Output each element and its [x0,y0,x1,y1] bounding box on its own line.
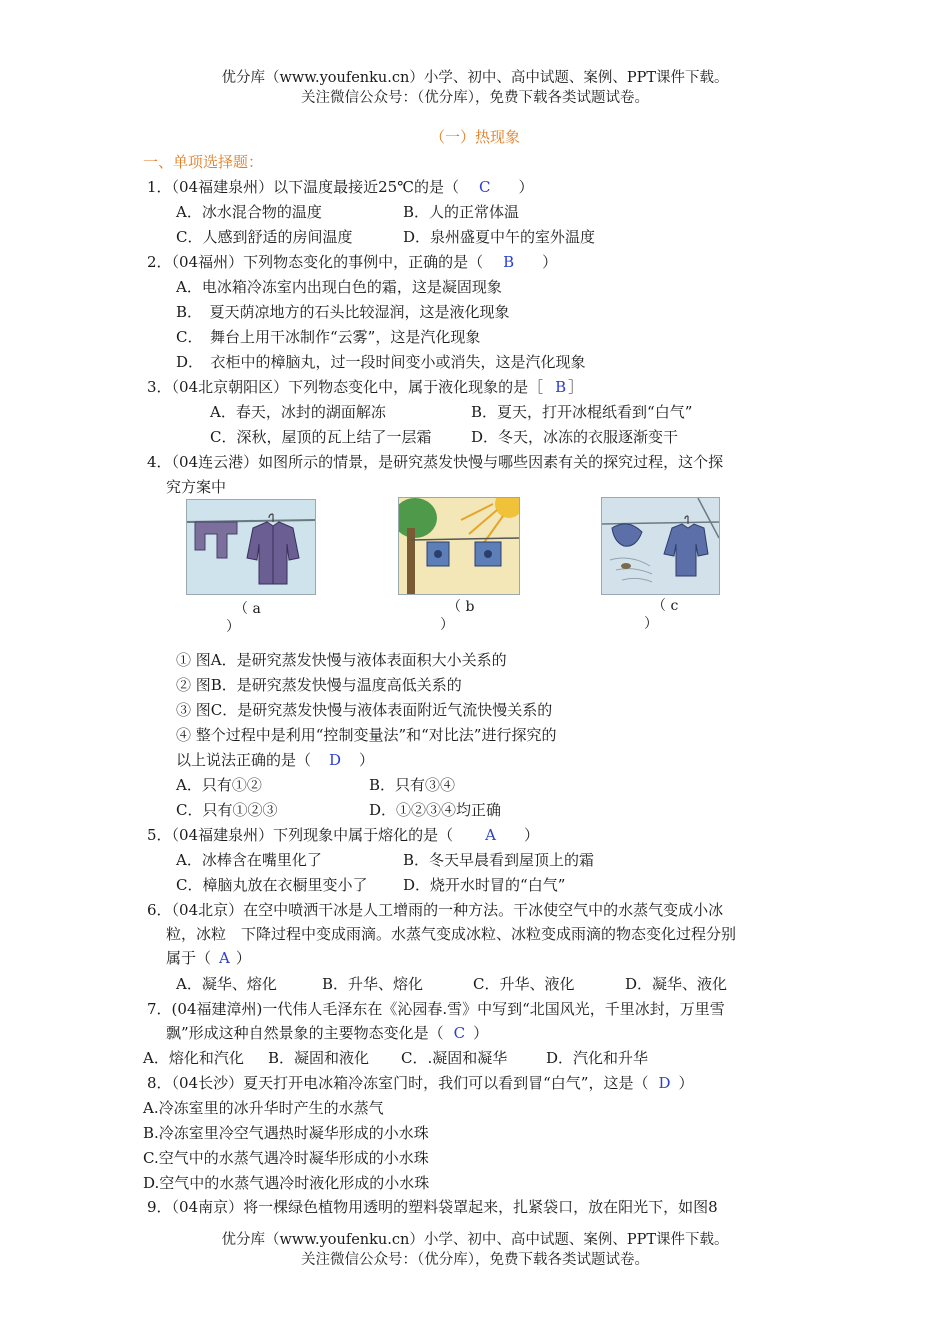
option: C．升华、液化 [473,975,575,993]
option: A．凝华、熔化 [176,975,277,993]
option: C．深秋，屋顶的瓦上结了一层霜 [210,428,432,446]
section-heading: 一、单项选择题： [143,153,264,171]
statement-4: ④ 整个过程中是利用“控制变量法”和“对比法”进行探究的 [176,726,557,744]
answer-mark: C [479,178,491,196]
question-3-stem: 3．（04北京朝阳区）下列物态变化中，属于液化现象的是［ B ］ [147,378,584,396]
option: C．.凝固和凝华 [401,1049,508,1067]
answer-mark: B [503,253,515,271]
answer-mark: A [485,826,496,844]
option: D．①②③④均正确 [369,801,502,819]
option: A．熔化和汽化 [143,1049,244,1067]
option: A．电冰箱冷冻室内出现白色的霜，这是凝固现象 [176,278,502,296]
question-4-stem: 4．（04连云港）如图所示的情景，是研究蒸发快慢与哪些因素有关的探究过程，这个探 [147,453,724,471]
figure-a-caption: （ a [234,601,261,617]
question-7-stem: 7．(04福建漳州)一代伟人毛泽东在《沁园春.雪》中写到“北国风光，千里冰封，万里雪 [147,1000,725,1018]
answer-mark: B [555,378,567,396]
option: B．夏天，打开冰棍纸看到“白气” [471,403,693,421]
question-1-stem: 1．（04福建泉州）以下温度最接近25℃的是（ C ） [147,178,534,196]
question-2-stem: 2．（04福州）下列物态变化的事例中，正确的是（ B ） [147,253,558,271]
question-6-stem-end: 属于（ A ） [166,949,251,967]
statement-2: ② 图B．是研究蒸发快慢与温度高低关系的 [176,676,462,694]
figure-b-sun-and-shade [398,497,520,595]
page-header-line1: 优分库（www.youfenku.cn）小学、初中、高中试题、案例、PPT课件下载。 [221,70,729,86]
option: D．凝华、液化 [625,975,728,993]
figure-b-caption-close: ） [440,617,454,633]
figure-a-caption-close: ） [226,619,240,635]
answer-mark: A [219,949,230,967]
option: C．樟脑丸放在衣橱里变小了 [176,876,368,894]
option: C． 舞台上用干冰制作“云雾”，这是汽化现象 [176,328,481,346]
option: A．春天，冰封的湖面解冻 [210,403,386,421]
figure-b-caption: （ b [447,599,475,615]
statement-3: ③ 图C．是研究蒸发快慢与液体表面附近气流快慢关系的 [176,701,553,719]
option: B．冬天早晨看到屋顶上的霜 [403,851,595,869]
page-title: （一）热现象 [430,128,521,146]
option: C．只有①②③ [176,801,278,819]
option: D.空气中的水蒸气遇冷时液化形成的小水珠 [143,1174,430,1192]
option: B．升华、熔化 [322,975,424,993]
question-7-stem-cont: 飘”形成这种自然景象的主要物态变化是（ C ） [166,1024,489,1042]
figure-c-caption-close: ） [644,616,658,632]
page-header-line2: 关注微信公众号：（优分库），免费下载各类试题试卷。 [301,90,649,106]
option: B．人的正常体温 [403,203,520,221]
option: C．人感到舒适的房间温度 [176,228,353,246]
option: B．只有③④ [369,776,456,794]
question-4-stem-cont: 究方案中 [166,478,227,496]
answer-mark: D [658,1074,671,1092]
option: B． 夏天荫凉地方的石头比较湿润，这是液化现象 [176,303,510,321]
question-8-stem: 8．（04长沙）夏天打开电冰箱冷冻室门时，我们可以看到冒“白气”，这是（ D ） [147,1074,694,1092]
answer-mark: C [453,1024,466,1042]
option: A.冷冻室里的冰升华时产生的水蒸气 [143,1099,384,1117]
option: D．冬天，冰冻的衣服逐渐变干 [471,428,679,446]
option: D． 衣柜中的樟脑丸，过一段时间变小或消失，这是汽化现象 [176,353,586,371]
option: C.空气中的水蒸气遇冷时凝华形成的小水珠 [143,1149,429,1167]
option: D．泉州盛夏中午的室外温度 [403,228,596,246]
option: B.冷冻室里冷空气遇热时凝华形成的小水珠 [143,1124,429,1142]
question-5-stem: 5．（04福建泉州）下列现象中属于熔化的是（ A ） [147,826,539,844]
question-4-ask: 以上说法正确的是（ D ） [176,751,375,769]
option: A．只有①② [176,776,262,794]
question-6-stem-cont: 粒，冰粒 下降过程中变成雨滴。水蒸气变成冰粒、冰粒变成雨滴的物态变化过程分别 [166,925,737,943]
option: A．冰水混合物的温度 [176,203,322,221]
question-6-stem: 6．（04北京）在空中喷洒干冰是人工增雨的一种方法。干冰使空气中的水蒸气变成小冰 [147,901,724,919]
option: B．凝固和液化 [268,1049,370,1067]
page-footer-line1: 优分库（www.youfenku.cn）小学、初中、高中试题、案例、PPT课件下载。 [221,1232,729,1248]
option: D．汽化和升华 [546,1049,649,1067]
answer-mark: D [329,751,342,769]
statement-1: ① 图A．是研究蒸发快慢与液体表面积大小关系的 [176,651,507,669]
question-9-stem: 9．（04南京）将一棵绿色植物用透明的塑料袋罩起来，扎紧袋口，放在阳光下，如图8 [147,1198,718,1216]
page-footer-line2: 关注微信公众号：（优分库），免费下载各类试题试卷。 [301,1252,649,1268]
figure-a-clothes-spread [186,499,316,595]
figure-c-caption: （ c [652,598,679,614]
figure-c-windy-clothes [601,497,720,595]
option: A．冰棒含在嘴里化了 [176,851,322,869]
option: D．烧开水时冒的“白气” [403,876,566,894]
